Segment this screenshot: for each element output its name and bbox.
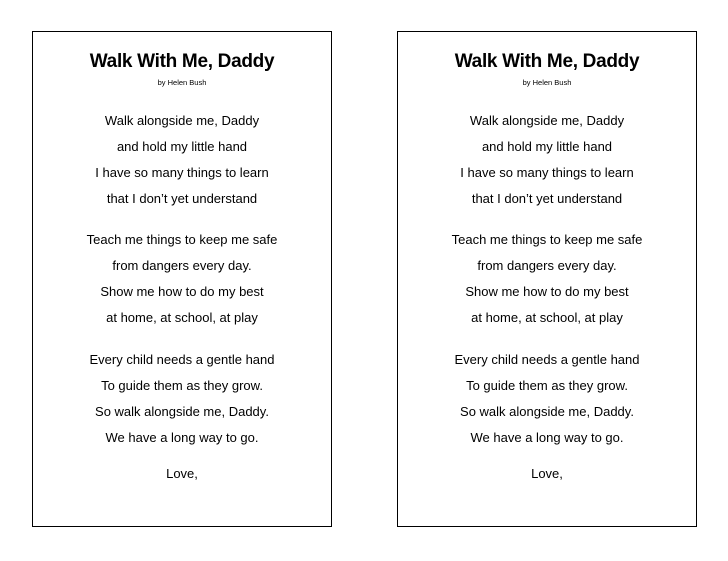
poem-title: Walk With Me, Daddy	[89, 51, 275, 72]
poem-line: To guide them as they grow.	[466, 378, 628, 393]
stanza-1	[398, 108, 696, 212]
poem-closing: Love,	[166, 466, 198, 481]
poem-line: Teach me things to keep me safe	[86, 232, 278, 247]
poem-line: that I don’t yet understand	[106, 191, 258, 206]
poem-line: and hold my little hand	[481, 139, 613, 154]
poem-line: at home, at school, at play	[471, 310, 623, 325]
poem-title: Walk With Me, Daddy	[454, 51, 640, 72]
poem-line: I have so many things to learn	[460, 165, 634, 180]
poem-line: Walk alongside me, Daddy	[104, 113, 260, 128]
stanza-3	[33, 347, 331, 451]
poem-line: We have a long way to go.	[470, 430, 624, 445]
stanza-3	[398, 347, 696, 451]
poem-card-left	[32, 31, 332, 527]
poem-line: I have so many things to learn	[95, 165, 269, 180]
stanza-1	[33, 108, 331, 212]
poem-line: Show me how to do my best	[100, 284, 264, 299]
stanza-2	[398, 227, 696, 331]
poem-closing: Love,	[531, 466, 563, 481]
poem-byline: by Helen Bush	[157, 78, 207, 87]
poem-line: We have a long way to go.	[105, 430, 259, 445]
poem-card-right	[397, 31, 697, 527]
poem-line: Every child needs a gentle hand	[454, 352, 640, 367]
poem-byline: by Helen Bush	[522, 78, 572, 87]
poem-line: Walk alongside me, Daddy	[469, 113, 625, 128]
poem-line: and hold my little hand	[116, 139, 248, 154]
poem-line: that I don’t yet understand	[471, 191, 623, 206]
poem-line: So walk alongside me, Daddy.	[95, 404, 269, 419]
poem-line: from dangers every day.	[477, 258, 617, 273]
poem-line: To guide them as they grow.	[101, 378, 263, 393]
poem-line: Every child needs a gentle hand	[89, 352, 275, 367]
poem-line: Show me how to do my best	[465, 284, 629, 299]
poem-line: at home, at school, at play	[106, 310, 258, 325]
poem-line: Teach me things to keep me safe	[451, 232, 643, 247]
poem-line: from dangers every day.	[112, 258, 252, 273]
poem-line: So walk alongside me, Daddy.	[460, 404, 634, 419]
stanza-2	[33, 227, 331, 331]
